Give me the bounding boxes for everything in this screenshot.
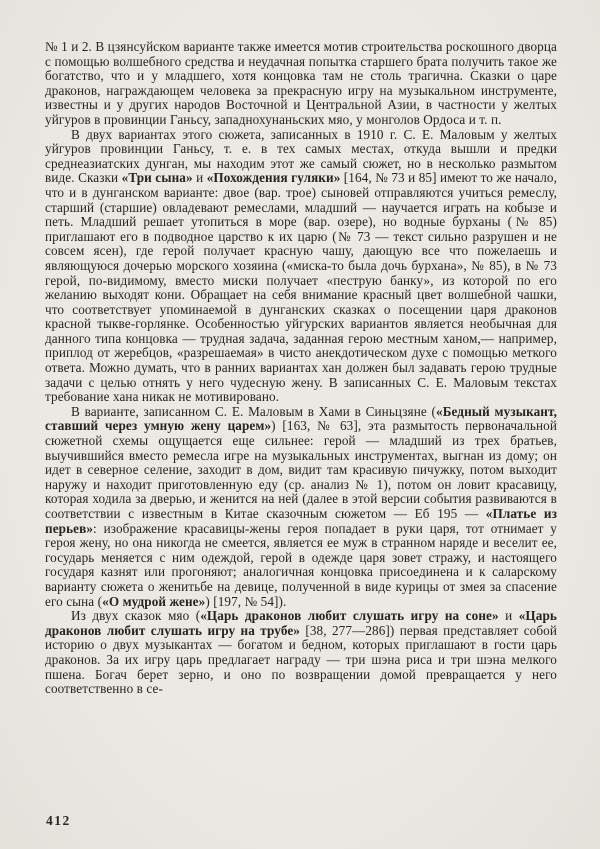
- text-run: В варианте, записанном С. Е. Маловым в Хами в Синьцзяне (: [71, 403, 437, 419]
- text-run: [38, 277—286]) первая представляет собой историю о двух музыкантах — богатом и бедном, которых приглашают в гости царь драконов. За их игру царь предлагает награду — три шэна риса и три шэна мелкого пшена. Богач берет зерно, и оно по возвращении домой превращается у него соответственно в се-: [45, 622, 557, 697]
- text-run: № 1 и 2. В цзянсуйском варианте также имеется мотив строительства роскошного дворца с помощью волшебного средства и неудачная попытка старшего брата получить такое же богатство, что и у младшего, хотя концовка там не столь трагична. Сказки о царе драконов, награждающем человека за прекрасную игру на музыкальном инструменте, известны и у других народов Восточной и Центральной Азии, в частности у желтых уйгуров в провинции Ганьсу, западнохунаньских мяо, у монголов Ордоса и т. п.: [45, 39, 557, 127]
- text-run: [164, № 73 и 85] имеют то же начало, что и в дунганском варианте: двое (вар. трое) сыновей отправляются учиться ремеслу, старший (старшие) овладевают ремеслами, младший — научается играть на кобызе и петь. Младший решает утопиться в море (вар. озере), но водные бурханы (№ 85) приглашают его в подводное царство к их царю (№ 73 — текст сильно разрушен и не совсем ясен), где герой получает красную чашу, дающую все что пожелаешь и являющуюся дочерью морского хозяина («миска-то была дочь бурхана», № 85), в № 73 герой, по-видимому, вместо миски получает «пеструю банку», из которой по его желанию выходят кони. Обращает на себя внимание красный цвет волшебной чашки, что соответствует упоминаемой в дунганских сказках о посещении царя драконов красной тыкве-горлянке. Особенностью уйгурских вариантов является необычная для данного типа концовка — трудная задача, заданная герою местным ханом,— например, приплод от жеребцов, «разрешаемая» в чисто анекдотическом духе с помощью меткого ответа. Можно думать, что в ранних вариантах хан должен был задавать герою трудные задачи с целью отнять у него чудесную жену. В записанных С. Е. Маловым текстах требование хана никак не мотивировано.: [45, 170, 557, 405]
- paragraph: [45, 128, 557, 405]
- tale-title: «Бедный музыкант, ставший через умную жену царем»: [45, 403, 557, 434]
- text-run: и: [192, 170, 207, 186]
- tale-title: «Три сына»: [121, 170, 193, 186]
- text-run: Из двух сказок мяо (: [71, 608, 201, 624]
- text-run: ) [163, № 63], эта размытость первоначальной сюжетной схемы ощущается еще сильнее: герой — младший из трех братьев, выучившийся вместо ремесла игре на музыкальных инструментах, выгнан из дому; он идет в северное селение, заходит в дом, видит там красивую пичужку, потом выходит наружу и находит приготовленную еду (ср. анализ № 1), потом он ловит красавицу, которая ходила за дверью, и женится на ней (далее в этой версии события развиваются в соответствии с известным в Китае сказочным сюжетом — Еб 195 —: [45, 418, 557, 521]
- tale-title: «Царь драконов любит слушать игру на трубе»: [45, 608, 557, 638]
- page-number: 412: [46, 813, 71, 828]
- paragraph: [45, 40, 557, 128]
- tale-title: «Царь драконов любит слушать игру на соне»: [200, 608, 499, 624]
- text-run: ) [197, № 54]).: [205, 593, 287, 609]
- text-run: : изображение красавицы-жены героя попадает в руки царя, тот отнимает у героя жену, но она никогда не смеется, является ее муж в странном наряде и веселит ее, государь меняется с ним одеждой, герой в одежде царя зовет стражу, и настоящего государя казнят или прогоняют; аналогичная концовка присоединена и к саларскому варианту сюжета о женитьбе на девице, полученной в виде курицы от змея за спасение его сына (: [45, 520, 557, 609]
- tale-title: «Похождения гуляки»: [206, 170, 341, 186]
- text-block: [45, 40, 557, 697]
- tale-title: «О мудрой жене»: [102, 593, 206, 609]
- text-run: и: [498, 608, 519, 624]
- tale-title: «Платье из перьев»: [45, 506, 557, 536]
- paragraph: [45, 609, 557, 697]
- paragraph: [45, 405, 557, 609]
- text-run: В двух вариантах этого сюжета, записанных в 1910 г. С. Е. Маловым у желтых уйгуров провинции Ганьсу, т. е. в тех самых местах, откуда вышли и предки среднеазиатских дунган, мы находим этот же самый сюжет, но в несколько размытом виде. Сказки: [45, 126, 557, 186]
